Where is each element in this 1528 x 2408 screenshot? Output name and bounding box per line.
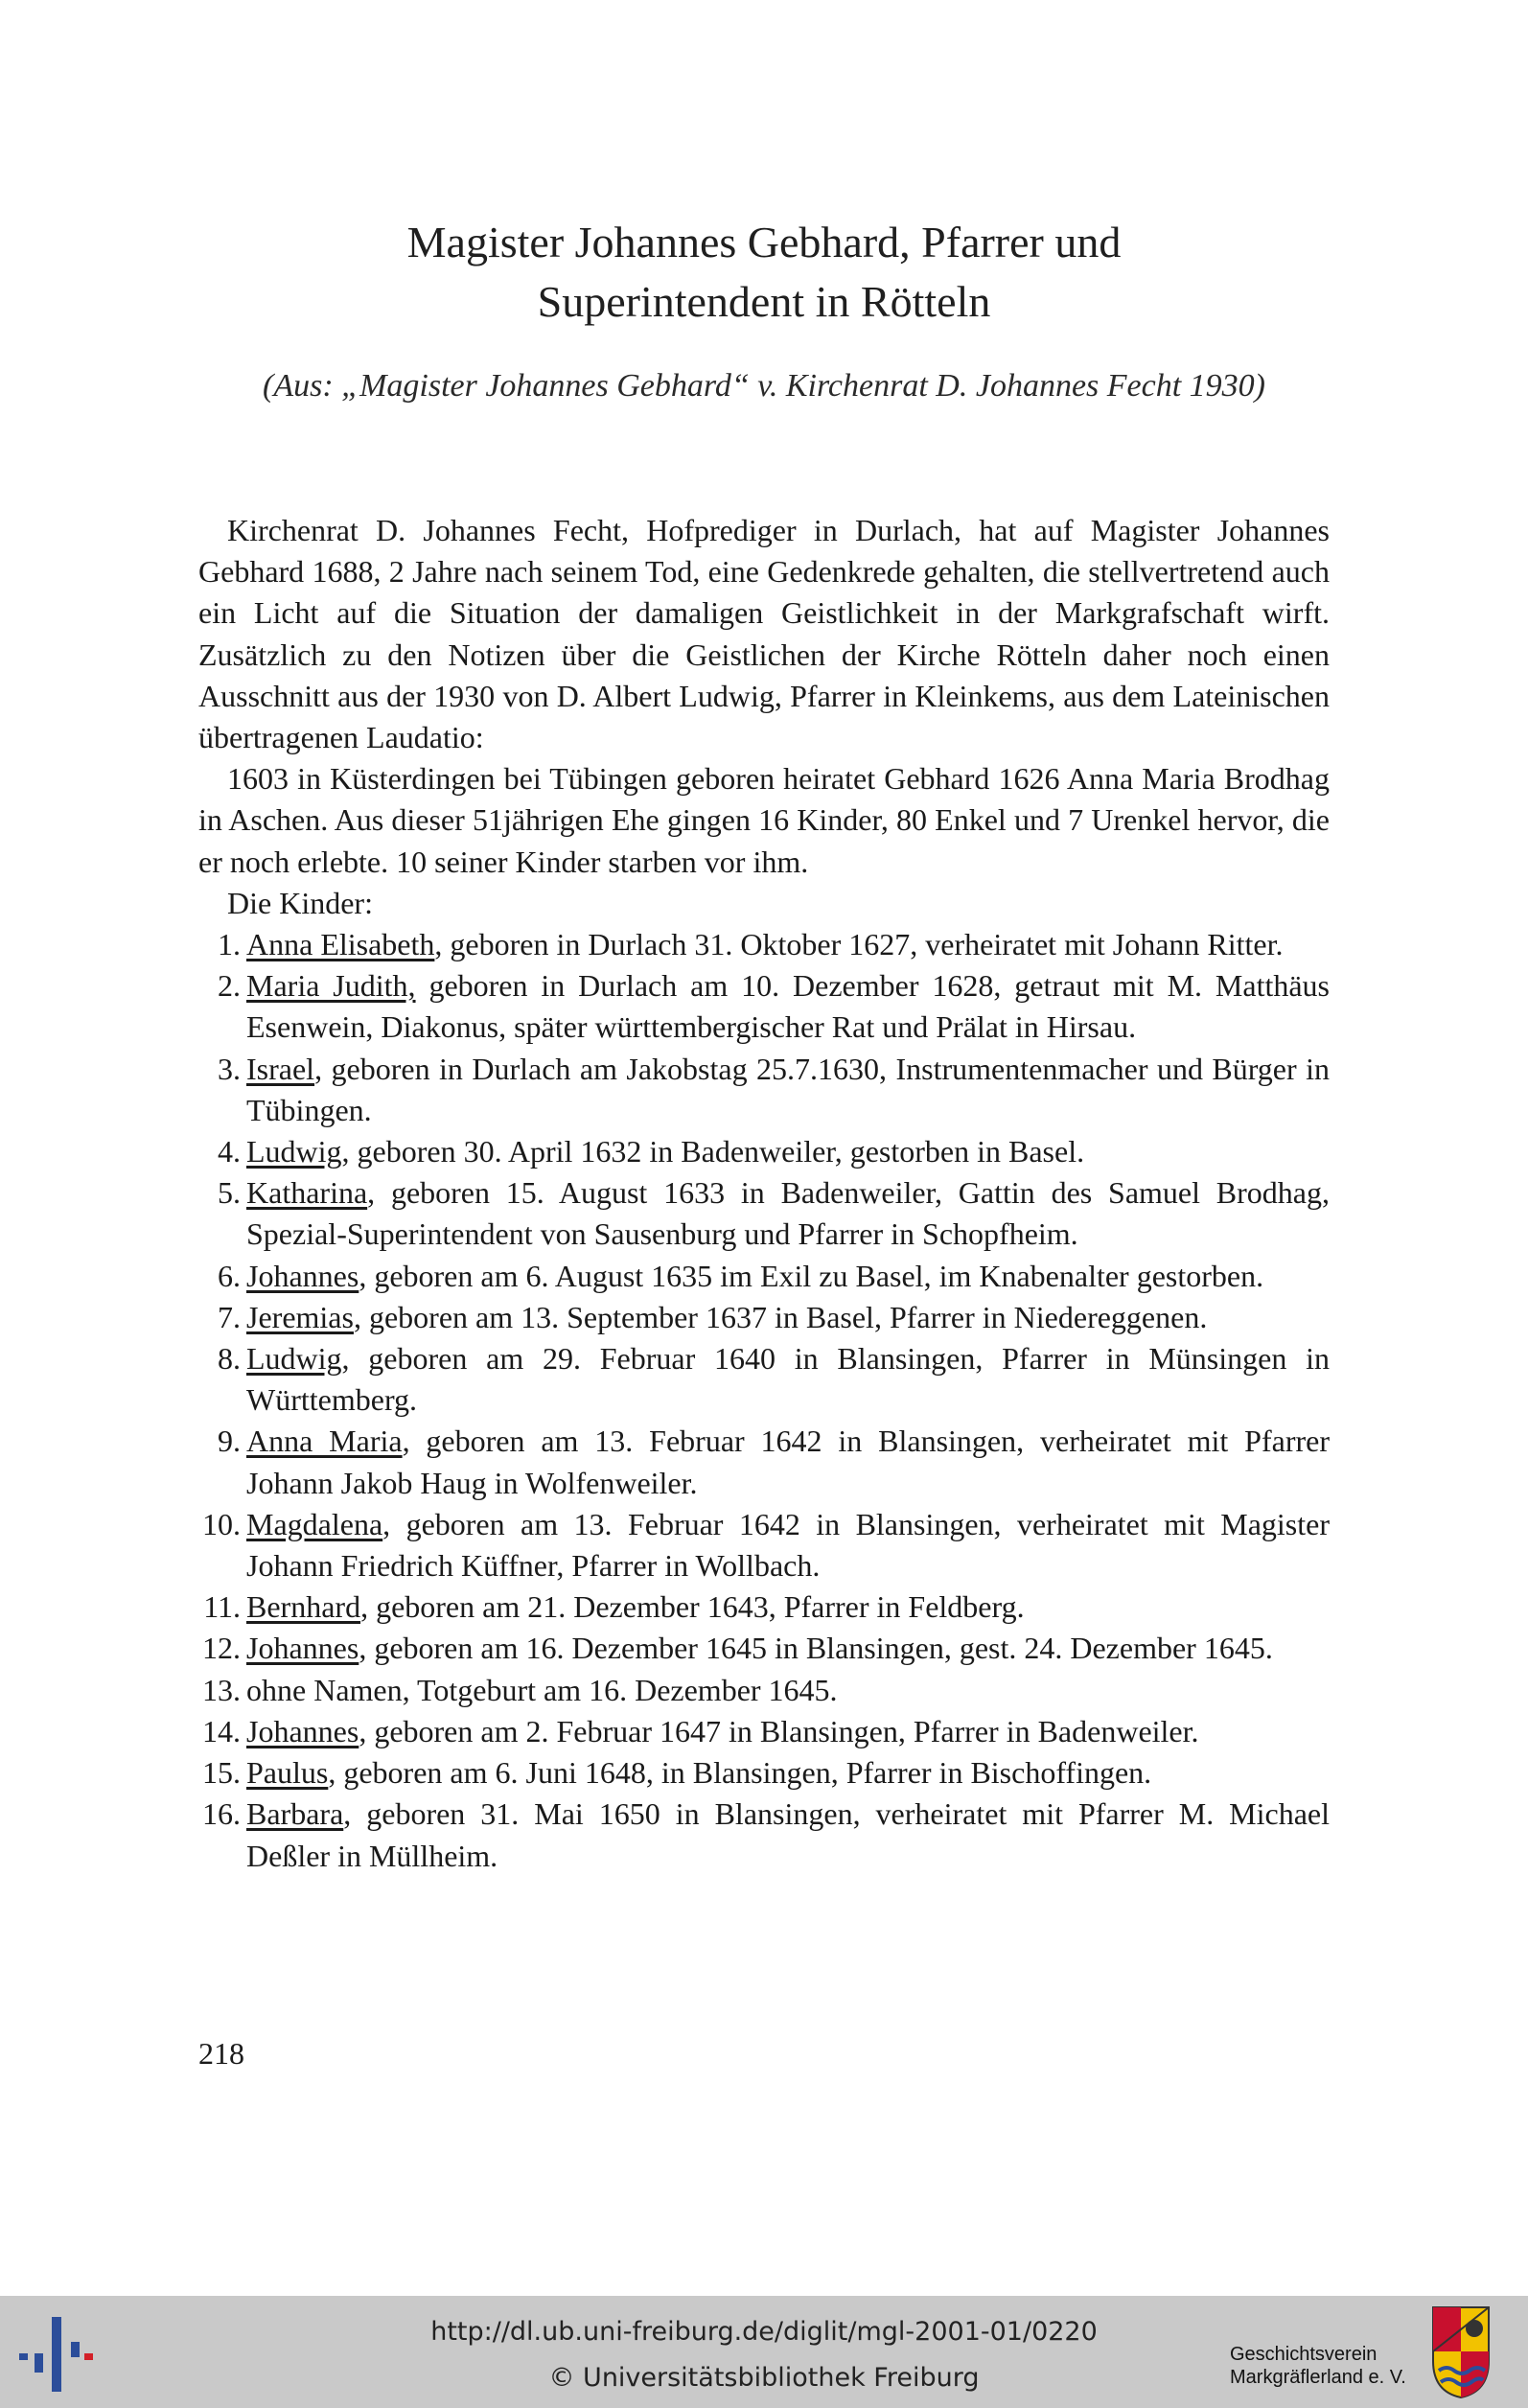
child-details: , geboren am 6. August 1635 im Exil zu Basel, im Knabenalter gestorben.: [359, 1258, 1264, 1293]
footer-copyright: © Universitätsbibliothek Freiburg: [548, 2363, 980, 2393]
child-list-item: [198, 1049, 1330, 1131]
child-name: Israel: [246, 1051, 315, 1086]
source-note: (Aus: „Magister Johannes Gebhard“ v. Kirchenrat D. Johannes Fecht 1930): [263, 368, 1265, 404]
article-body: [198, 510, 1330, 1877]
child-number: 11.: [203, 1589, 241, 1625]
child-number: 16.: [202, 1796, 241, 1832]
child-name: Johannes: [246, 1713, 359, 1748]
child-list-item: [198, 1711, 1330, 1752]
child-name: Paulus: [246, 1755, 329, 1791]
child-details: , geboren 15. August 1633 in Badenweiler, Gattin des Samuel Brodhag, Spezial-Superintendent von Sausenburg und Pfarrer in Schopfheim.: [246, 1175, 1330, 1252]
child-number: 8.: [218, 1341, 241, 1377]
child-details: , geboren 31. Mai 1650 in Blansingen, verheiratet mit Pfarrer M. Michael Deßler in Müllheim.: [246, 1796, 1330, 1873]
page-title: [0, 213, 1528, 332]
child-list-item: [198, 1504, 1330, 1586]
child-details: , geboren 30. April 1632 in Badenweiler, gestorben in Basel.: [341, 1134, 1085, 1169]
society-line-2: Markgräflerland e. V.: [1230, 2367, 1406, 2388]
child-list-item: [198, 924, 1330, 965]
child-number: 1.: [218, 927, 241, 962]
child-number: 10.: [202, 1506, 241, 1541]
child-details: , geboren am 16. Dezember 1645 in Blansingen, gest. 24. Dezember 1645.: [359, 1631, 1273, 1666]
child-list-item: [198, 1131, 1330, 1172]
child-name: Ludwig: [246, 1134, 342, 1169]
society-line-1: Geschichtsverein: [1230, 2344, 1378, 2365]
child-details: , geboren am 2. Februar 1647 in Blansingen, Pfarrer in Badenweiler.: [359, 1713, 1199, 1748]
child-number: 14.: [202, 1713, 241, 1748]
child-details: , geboren am 13. Februar 1642 in Blansingen, verheiratet mit Pfarrer Johann Jakob Haug in Wolfenweiler.: [246, 1424, 1331, 1500]
child-number: 13.: [202, 1672, 241, 1707]
child-name: Barbara: [246, 1796, 344, 1832]
child-details: ohne Namen, Totgeburt am 16. Dezember 1645.: [246, 1672, 838, 1707]
child-list-item: [198, 1586, 1330, 1628]
child-name: Maria Judith,: [246, 968, 416, 1004]
child-details: , geboren in Durlach 31. Oktober 1627, verheiratet mit Johann Ritter.: [434, 927, 1284, 962]
child-details: , geboren am 21. Dezember 1643, Pfarrer in Feldberg.: [360, 1589, 1025, 1625]
child-name: Jeremias: [246, 1299, 354, 1334]
markgraeflerland-crest-icon: [1431, 2304, 1491, 2399]
children-heading: Die Kinder:: [227, 885, 373, 920]
child-details: , geboren am 29. Februar 1640 in Blansingen, Pfarrer in Münsingen in Württemberg.: [246, 1341, 1330, 1418]
child-name: Katharina: [246, 1175, 368, 1211]
title-line-1: Magister Johannes Gebhard, Pfarrer und: [406, 218, 1122, 266]
page-number: 218: [198, 2036, 244, 2071]
child-list-item: [198, 1752, 1330, 1794]
footer-url[interactable]: http://dl.ub.uni-freiburg.de/diglit/mgl-2001-01/0220: [430, 2317, 1098, 2347]
child-number: 7.: [218, 1299, 241, 1334]
child-details: , geboren am 6. Juni 1648, in Blansingen, Pfarrer in Bischoffingen.: [328, 1755, 1152, 1791]
child-list-item: [198, 1670, 1330, 1711]
child-list-item: [198, 1628, 1330, 1669]
child-number: 4.: [218, 1134, 241, 1169]
child-name: Magdalena: [246, 1506, 383, 1541]
child-name: Bernhard: [246, 1589, 361, 1625]
child-number: 15.: [202, 1755, 241, 1791]
child-number: 2.: [218, 968, 241, 1004]
title-line-2: Superintendent in Rötteln: [537, 277, 991, 326]
child-number: 6.: [218, 1258, 241, 1293]
child-number: 5.: [218, 1175, 241, 1211]
child-number: 9.: [218, 1424, 241, 1459]
child-list-item: [198, 965, 1330, 1048]
footer-bar: [0, 2296, 1528, 2408]
children-list: [198, 924, 1330, 1877]
child-details: , geboren am 13. September 1637 in Basel, Pfarrer in Niedereggenen.: [353, 1299, 1208, 1334]
child-details: , geboren am 13. Februar 1642 in Blansingen, verheiratet mit Magister Johann Friedrich Küffner, Pfarrer in Wollbach.: [246, 1506, 1330, 1584]
bio-paragraph: 1603 in Küsterdingen bei Tübingen geboren heiratet Gebhard 1626 Anna Maria Brodhag in Aschen. Aus dieser 51jährigen Ehe gingen 16 Kinder, 80 Enkel und 7 Urenkel hervor, die er noch erlebte. 10 seiner Kinder starben vor ihm.: [198, 761, 1330, 879]
child-name: Anna Maria: [246, 1424, 403, 1459]
child-details: , geboren in Durlach am Jakobstag 25.7.1630, Instrumentenmacher und Bürger in Tübingen.: [246, 1051, 1330, 1127]
society-name: [1230, 2343, 1406, 2389]
child-name: Johannes: [246, 1258, 359, 1293]
child-details: geboren in Durlach am 10. Dezember 1628, getraut mit M. Matthäus Esenwein, Diakonus, später württembergischer Rat und Prälat in Hirsau.: [246, 968, 1331, 1045]
child-name: Johannes: [246, 1631, 359, 1666]
child-list-item: [198, 1338, 1330, 1421]
child-name: Anna Elisabeth: [246, 927, 435, 962]
child-list-item: [198, 1794, 1330, 1876]
child-list-item: [198, 1297, 1330, 1338]
child-list-item: [198, 1421, 1330, 1503]
child-number: 12.: [202, 1631, 241, 1666]
child-number: 3.: [218, 1051, 241, 1086]
child-list-item: [198, 1256, 1330, 1297]
child-list-item: [198, 1172, 1330, 1255]
child-name: Ludwig: [246, 1341, 342, 1377]
intro-paragraph: Kirchenrat D. Johannes Fecht, Hofprediger in Durlach, hat auf Magister Johannes Gebhard 1688, 2 Jahre nach seinem Tod, eine Gedenkrede gehalten, die stellvertretend auch ein Licht auf die Situation der damaligen Geistlichkeit in der Markgrafschaft wirft. Zusätzlich zu den Notizen über die Geistlichen der Kirche Rötteln daher noch einen Ausschnitt aus der 1930 von D. Albert Ludwig, Pfarrer in Kleinkems, aus dem Lateinischen übertragenen Laudatio:: [198, 513, 1330, 755]
